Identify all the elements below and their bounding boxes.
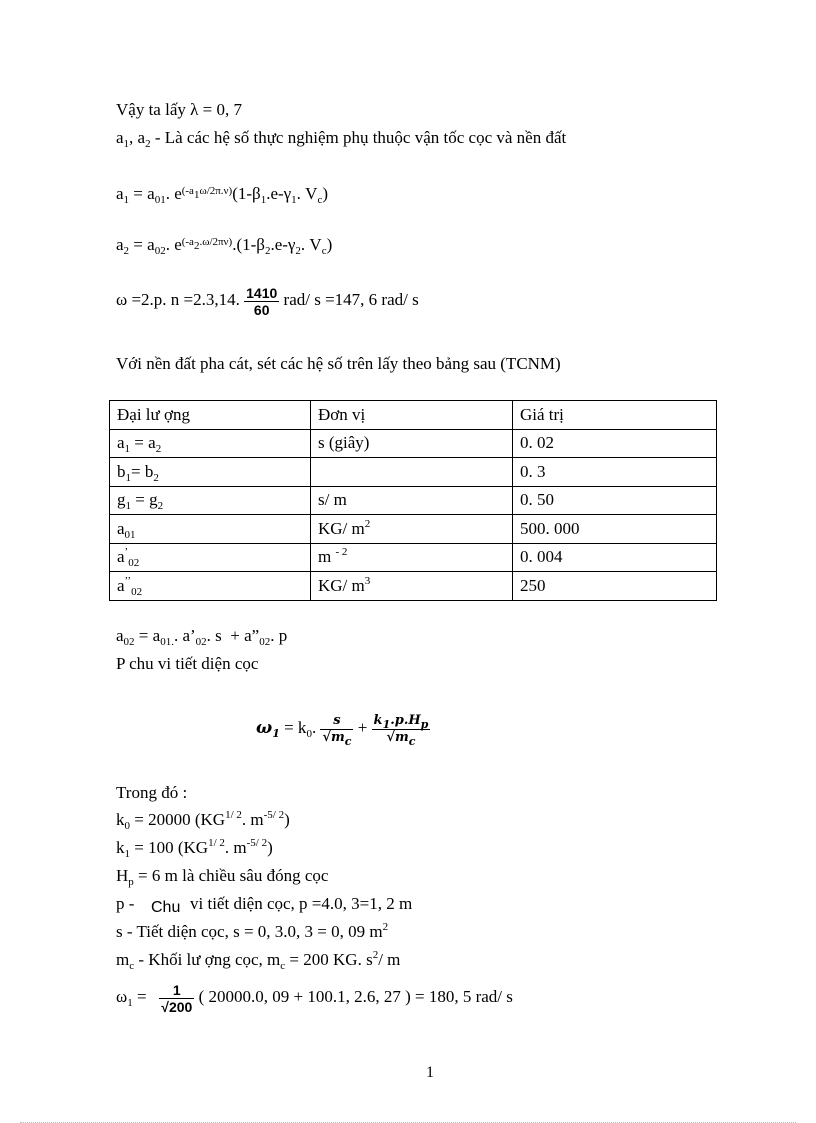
value-cell: 0. 3: [513, 458, 717, 487]
hp-definition: $H_p = 6$ m là chiều sâu đóng cọc: [116, 866, 329, 888]
value-cell: 0. 004: [513, 543, 717, 572]
omega1-fraction-1: $\frac{s}{√m_c}$: [322, 712, 352, 748]
a-coefficients-description: $a_1$, $a_2$ - Là các hệ số thực nghiệm phụ thuộc vận tốc cọc và nền đất: [116, 128, 567, 150]
quantity-cell: $g_1 = g_2$: [110, 486, 311, 515]
quantity-cell: $a^’_{02}$: [110, 543, 311, 572]
formula-omega: [116, 280, 419, 320]
table-row: [110, 458, 717, 487]
lambda-line: Vậy ta lấy λ = 0, 7: [116, 100, 242, 119]
omega-denominator: 60: [253, 301, 270, 318]
table-row: [110, 515, 717, 544]
unit-cell: s/ m: [311, 486, 513, 515]
formula-omega1: $\omega_1 = k_0$. $\frac{s}{√m_c}$ + $\frac{k_1.p.H_p}{√m_c}$: [256, 712, 429, 748]
value-cell: 500. 000: [513, 515, 717, 544]
unit-cell: [311, 458, 513, 487]
omega1-final: $\omega_1$ = $\frac{1}{√200}$ ( 20000.0, 09 + 100.1, 2.6, 27 ) = 180, 5 rad/ s: [116, 981, 513, 1015]
coefficient-table: [109, 400, 717, 601]
value-cell: 0. 02: [513, 429, 717, 458]
formula-a1: $a_1 = a_{01}$. $e^{(-a_1\omega/2\pi.\nu)}(1-\beta_1.e-\gamma_1$. $V_c$): [116, 184, 328, 206]
quantity-cell: $a_1 = a_2$: [110, 429, 311, 458]
header-value: Giá trị: [513, 401, 717, 430]
formula-a02: $a_{02} = a_{01.}$. $a’_{02}$. $s + a”_{02}$. p: [116, 626, 288, 648]
omega1-final-fraction: $\frac{1}{√200}$: [161, 981, 193, 1015]
page-number: 1: [426, 1064, 434, 1081]
p-definition: p -: [116, 894, 135, 913]
omega-numerator: 1410: [246, 284, 278, 301]
quantity-cell: $b_1= b_2$: [110, 458, 311, 487]
table-row: [110, 429, 717, 458]
value-cell: 250: [513, 572, 717, 601]
header-unit: Đơn vị: [311, 401, 513, 430]
quantity-cell: $a_{01}$: [110, 515, 311, 544]
table-row: [110, 486, 717, 515]
mc-definition: $m_c$ - Khối lư ợng cọc, $m_c = 200$ KG. $s^2/$ m: [116, 949, 401, 972]
table-intro: Với nền đất pha cát, sét các hệ số trên lấy theo bảng sau (TCNM): [116, 354, 561, 373]
quantity-cell: $a^{’’}_{02}$: [110, 572, 311, 601]
omega-left: ω =2.p. n =2.3,14.: [116, 290, 240, 309]
unit-cell: KG/ $m^2$: [311, 515, 513, 544]
perimeter-note: P chu vi tiết diện cọc: [116, 654, 259, 673]
omega1-fraction-2: $\frac{k_1.p.H_p}{√m_c}$: [373, 712, 429, 748]
a-description-text: - Là các hệ số thực nghiệm phụ thuộc vận tốc cọc và nền đất: [154, 128, 567, 147]
omega-right: rad/ s =147, 6 rad/ s: [283, 290, 419, 309]
table-header-row: [110, 401, 717, 430]
s-definition: s - Tiết diện cọc, s = 0, 3.0, 3 = 0, 09 $m^2$: [116, 921, 389, 941]
unit-cell: KG/ $m^3$: [311, 572, 513, 601]
chu-label: Chu: [151, 899, 181, 916]
table-row: [110, 543, 717, 572]
omega-fraction: [244, 285, 279, 318]
table-row: [110, 572, 717, 601]
header-quantity: Đại lư ợng: [110, 401, 311, 430]
k0-definition: $k_0 = 20000$ ($KG^{1/ 2}$. $m^{-5/ 2}$): [116, 809, 290, 832]
unit-cell: m $^{- 2}$: [311, 543, 513, 572]
formula-a2: $a_2 = a_{02}$. $e^{(-a_2.\omega/2\pi\nu)}.(1-\beta_2.e-\gamma_2$. $V_c$): [116, 235, 333, 257]
p-definition-rest: vi tiết diện cọc, p =4.0, 3=1, 2 m: [190, 894, 413, 913]
unit-cell: s (giây): [311, 429, 513, 458]
value-cell: 0. 50: [513, 486, 717, 515]
where-label: Trong đó :: [116, 783, 188, 802]
k1-definition: $k_1 = 100$ ($KG^{1/ 2}$. $m^{-5/ 2}$): [116, 837, 273, 860]
